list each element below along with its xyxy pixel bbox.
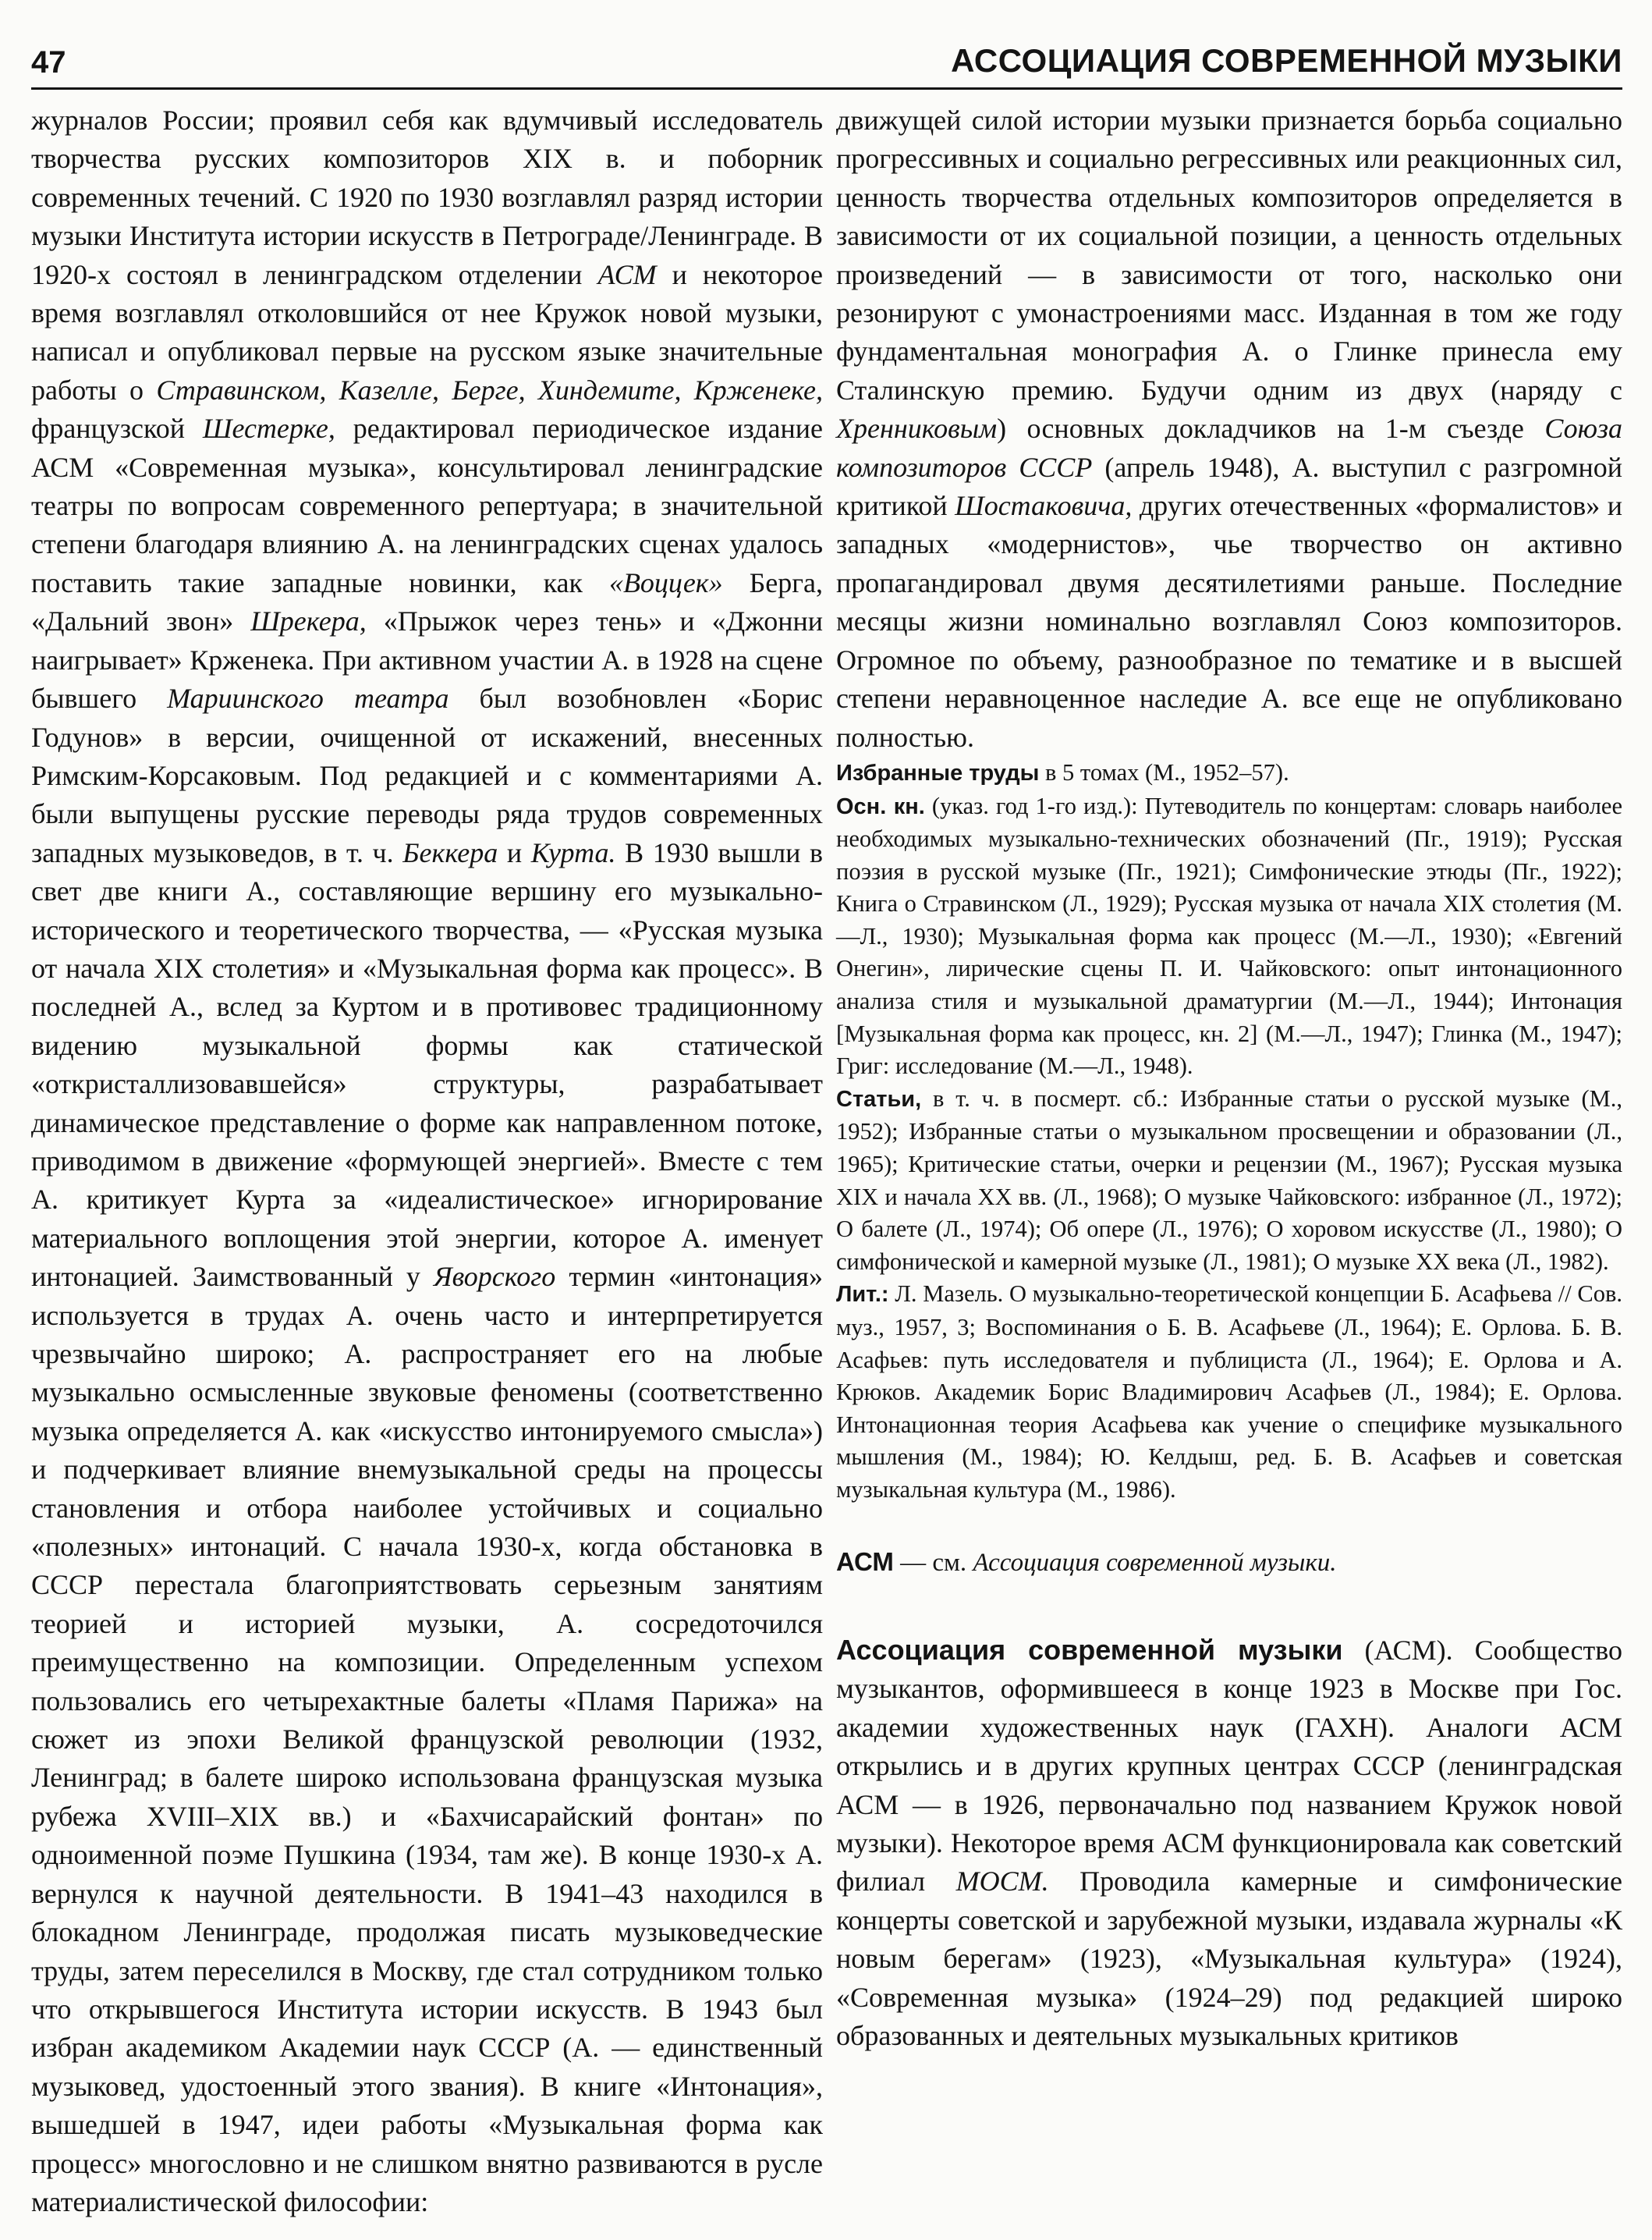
cross-ref-composers[interactable]: Стравинском, Казелле, Берге, Хиндемите, Кржeнеке, [156, 374, 823, 406]
asm-entry: АСМ — см. Ассоциация современной музыки. [836, 1546, 1337, 1577]
association-headword: Ассоциация современной музыки [836, 1633, 1343, 1666]
page-number: 47 [31, 45, 66, 80]
left-column [31, 101, 823, 2221]
cross-ref-bekker[interactable]: Беккера [402, 836, 498, 868]
cross-ref-shostakovich[interactable]: Шостаковича, [955, 490, 1133, 522]
header-rule [31, 87, 1622, 90]
literature: Лит.: Л. Мазель. О музыкально-теоретической концепции Б. Асафьева // Сов. муз., 1957, 3; Воспоминания о Б. В. Асафьеве (Л., 1964); Е. Орлова. Б. В. Асафьев: путь исследователя и публициста (Л., 1964); Е. Орлова и А. Крюков. Академик Борис Владимирович Асафьев (Л., 1984); Е. Орлова. Интонационная теория Асафьева как учение о специфике музыкального мышления (М., 1984); Ю. Келдыш, ред. Б. В. Асафьев и советская музыкальная культура (М., 1986). [836, 1280, 1622, 1503]
asm-headword: АСМ [836, 1546, 894, 1576]
cross-ref-schreker[interactable]: Шрекера, [250, 605, 367, 637]
cross-ref-mariinsky[interactable]: Мариинского театра [167, 683, 449, 715]
cross-ref-association[interactable]: Ассоциация современной музыки. [973, 1548, 1337, 1577]
main-books: Осн. кн. (указ. год 1-го изд.): Путеводитель по концертам: словарь наиболее необходимых музыкально-технических обозначений (Пг., 1919); Русская поэзия в русской музыке (Пг., 1921); Симфонические этюды (Пг., 1922); Книга о Стравинском (Л., 1929); Русская музыка от начала XIX столетия (М.—Л., 1930); Музыкальная форма как процесс (М.—Л., 1930); «Евгений Онегин», лирические сцены П. И. Чайковского: опыт интонационного анализа стиля и музыкальной драматургии (М.—Л., 1944); Интонация [Музыкальная форма как процесс, кн. 2] (М.—Л., 1947); Глинка (М., 1947); Григ: исследование (М.—Л., 1948). [836, 792, 1623, 1080]
cross-ref-composers-union[interactable]: Союза композиторов СССР [836, 413, 1622, 483]
selected-works: Избранные труды в 5 томах (М., 1952–57). [836, 758, 1289, 786]
cross-ref-kurth[interactable]: Курта. [530, 836, 616, 868]
asafiev-article-text: журналов России; проявил себя как вдумчивый исследователь творчества русских композиторов XIX в. и поборник современных течений. С 1920 по 1930 возглавлял разряд истории музыки Института истории искусств в Петрограде/Ленинграде. В 1920-х состоял в ленинградском отделении АСМ и некоторое время возглавлял отколовшийся от нее Кружок новой музыки, написал и опубликовал первые на русском языке значительные работы о Стравинском, Казелле, Берге, Хиндемите, Кржeнеке, французской Шестерке, редактировал периодическое издание АСМ «Современная музыка», консультировал ленинградские театры по вопросам современного репертуара; в значительной степени благодаря влиянию А. на ленинградских сценах удалось поставить такие западные новинки, как «Воццек» Берга, «Дальний звон» Шрекера, «Прыжок через тень» и «Джонни наигрывает» Кржeнека. При активном участии А. в 1928 на сцене бывшего Мариинского театра был возобновлен «Борис Годунов» в версии, очищенной от искажений, внесенных Римским-Корсаковым. Под редакцией и с комментариями А. были выпущены русские переводы ряда трудов современных западных музыковедов, в т. ч. Беккера и Курта. В 1930 вышли в свет две книги А., составляющие вершину его музыкально-исторического и теоретического творчества, — «Русская музыка от начала XIX столетия» и «Музыкальная форма как процесс». В последней А., вслед за Куртом и в противовес традиционному видению музыкальной формы как статической «откристаллизовавшейся» структуры, разрабатывает динамическое представление о форме как направленном потоке, приводимом в движение «формующей энергией». Вместе с тем А. критикует Курта за «идеалистическое» игнорирование материального воплощения этой энергии, которое А. именует интонацией. Заимствованный у Яворского термин «интонация» используется в трудах А. очень часто и интерпретируется чрезвычайно широко; А. распространяет его на любые музыкально осмысленные звуковые феномены (соответственно музыка определяется А. как «искусство интонируемого смысла») и подчеркивает влияние внемузыкальной среды на процессы становления и отбора наиболее устойчивых и социально «полезных» интонаций. С начала 1930-х, когда обстановка в СССР перестала благоприятствовать серьезным занятиям теорией и историей музыки, А. сосредоточился преимущественно на композиции. Определенным успехом пользовались его четырехактные балеты «Пламя Парижа» на сюжет из эпохи Великой французской революции (1932, Ленинград; в балете широко использована французская музыка рубежа XVIII–XIX вв.) и «Бахчисарайский фонтан» по одноименной поэме Пушкина (1934, там же). В конце 1930-х А. вернулся к научной деятельности. В 1941–43 находился в блокадном Ленинграде, продолжая писать музыковедческие труды, затем переселился в Москву, где стал сотрудником только что открывшегося Института истории искусств. В 1943 был избран академиком Академии наук СССР (А. — единственный музыковед, удостоенный этого звания). В книге «Интонация», вышедшей в 1947, идеи работы «Музыкальная форма как процесс» многословно и не слишком внятно развиваются в русле материалистической философии: [31, 105, 824, 2217]
cross-ref-yavorsky[interactable]: Яворского [433, 1261, 556, 1293]
cross-ref-asm[interactable]: АСМ [597, 258, 657, 290]
cross-ref-mosm[interactable]: МОСМ. [955, 1865, 1049, 1897]
running-head: АССОЦИАЦИЯ СОВРЕМЕННОЙ МУЗЫКИ [951, 42, 1622, 79]
articles: Статьи, в т. ч. в посмерт. сб.: Избранные статьи о русской музыке (М., 1952); Избранные статьи о музыкальном просвещении и образовании (Л., 1965); Критические статьи, очерки и рецензии (М., 1967); Русская музыка XIX и начала XX вв. (Л., 1968); О музыке Чайковского: избранное (Л., 1972); О балете (Л., 1974); Об опере (Л., 1976); О хоровом искусстве (Л., 1980); О симфонической и камерной музыке (Л., 1981); О музыке XX века (Л., 1982). [836, 1085, 1622, 1275]
cross-ref-shesterka[interactable]: Шестерке, [202, 413, 335, 445]
cross-ref-khrennikov[interactable]: Хренниковым [836, 413, 998, 445]
cross-ref-wozzeck[interactable]: «Воццек» [608, 566, 723, 598]
asafiev-article-continuation: движущей силой истории музыки признается борьба социально прогрессивных и социально регрессивных или реакционных сил, ценность творчества отдельных композиторов определяется в зависимости от их социальной позиции, а ценность отдельных произведений — в зависимости от того, насколько они резонируют с умонастроениями масс. Изданная в том же году фундаментальная монография А. о Глинке принесла ему Сталинскую премию. Будучи одним из двух (наряду с Хренниковым) основных докладчиков на 1-м съезде Союза композиторов СССР (апрель 1948), А. выступил с разгромной критикой Шостаковича, других отечественных «формалистов» и западных «модернистов», чье творчество он активно пропагандировал двумя десятилетиями раньше. Последние месяцы жизни номинально возглавлял Союз композиторов. Огромное по объему, разнообразное по тематике и в высшей степени неравноценное наследие А. все еще не опубликовано полностью. [836, 105, 1622, 753]
right-column [836, 101, 1622, 2055]
association-entry: Ассоциация современной музыки (АСМ). Сообщество музыкантов, оформившееся в конце 1923 в Москве при Гос. академии художественных наук (ГАХН). Аналоги АСМ открылись и в других крупных центрах СССР (ленинградская АСМ — в 1926, первоначально под названием Кружок новой музыки). Некоторое время АСМ функционировала как советский филиал МОСМ. Проводила камерные и симфонические концерты советской и зарубежной музыки, издавала журналы «К новым берегам» (1923), «Музыкальная культура» (1924), «Современная музыка» (1924–29) под редакцией широко образованных и деятельных музыкальных критиков [836, 1633, 1623, 2052]
